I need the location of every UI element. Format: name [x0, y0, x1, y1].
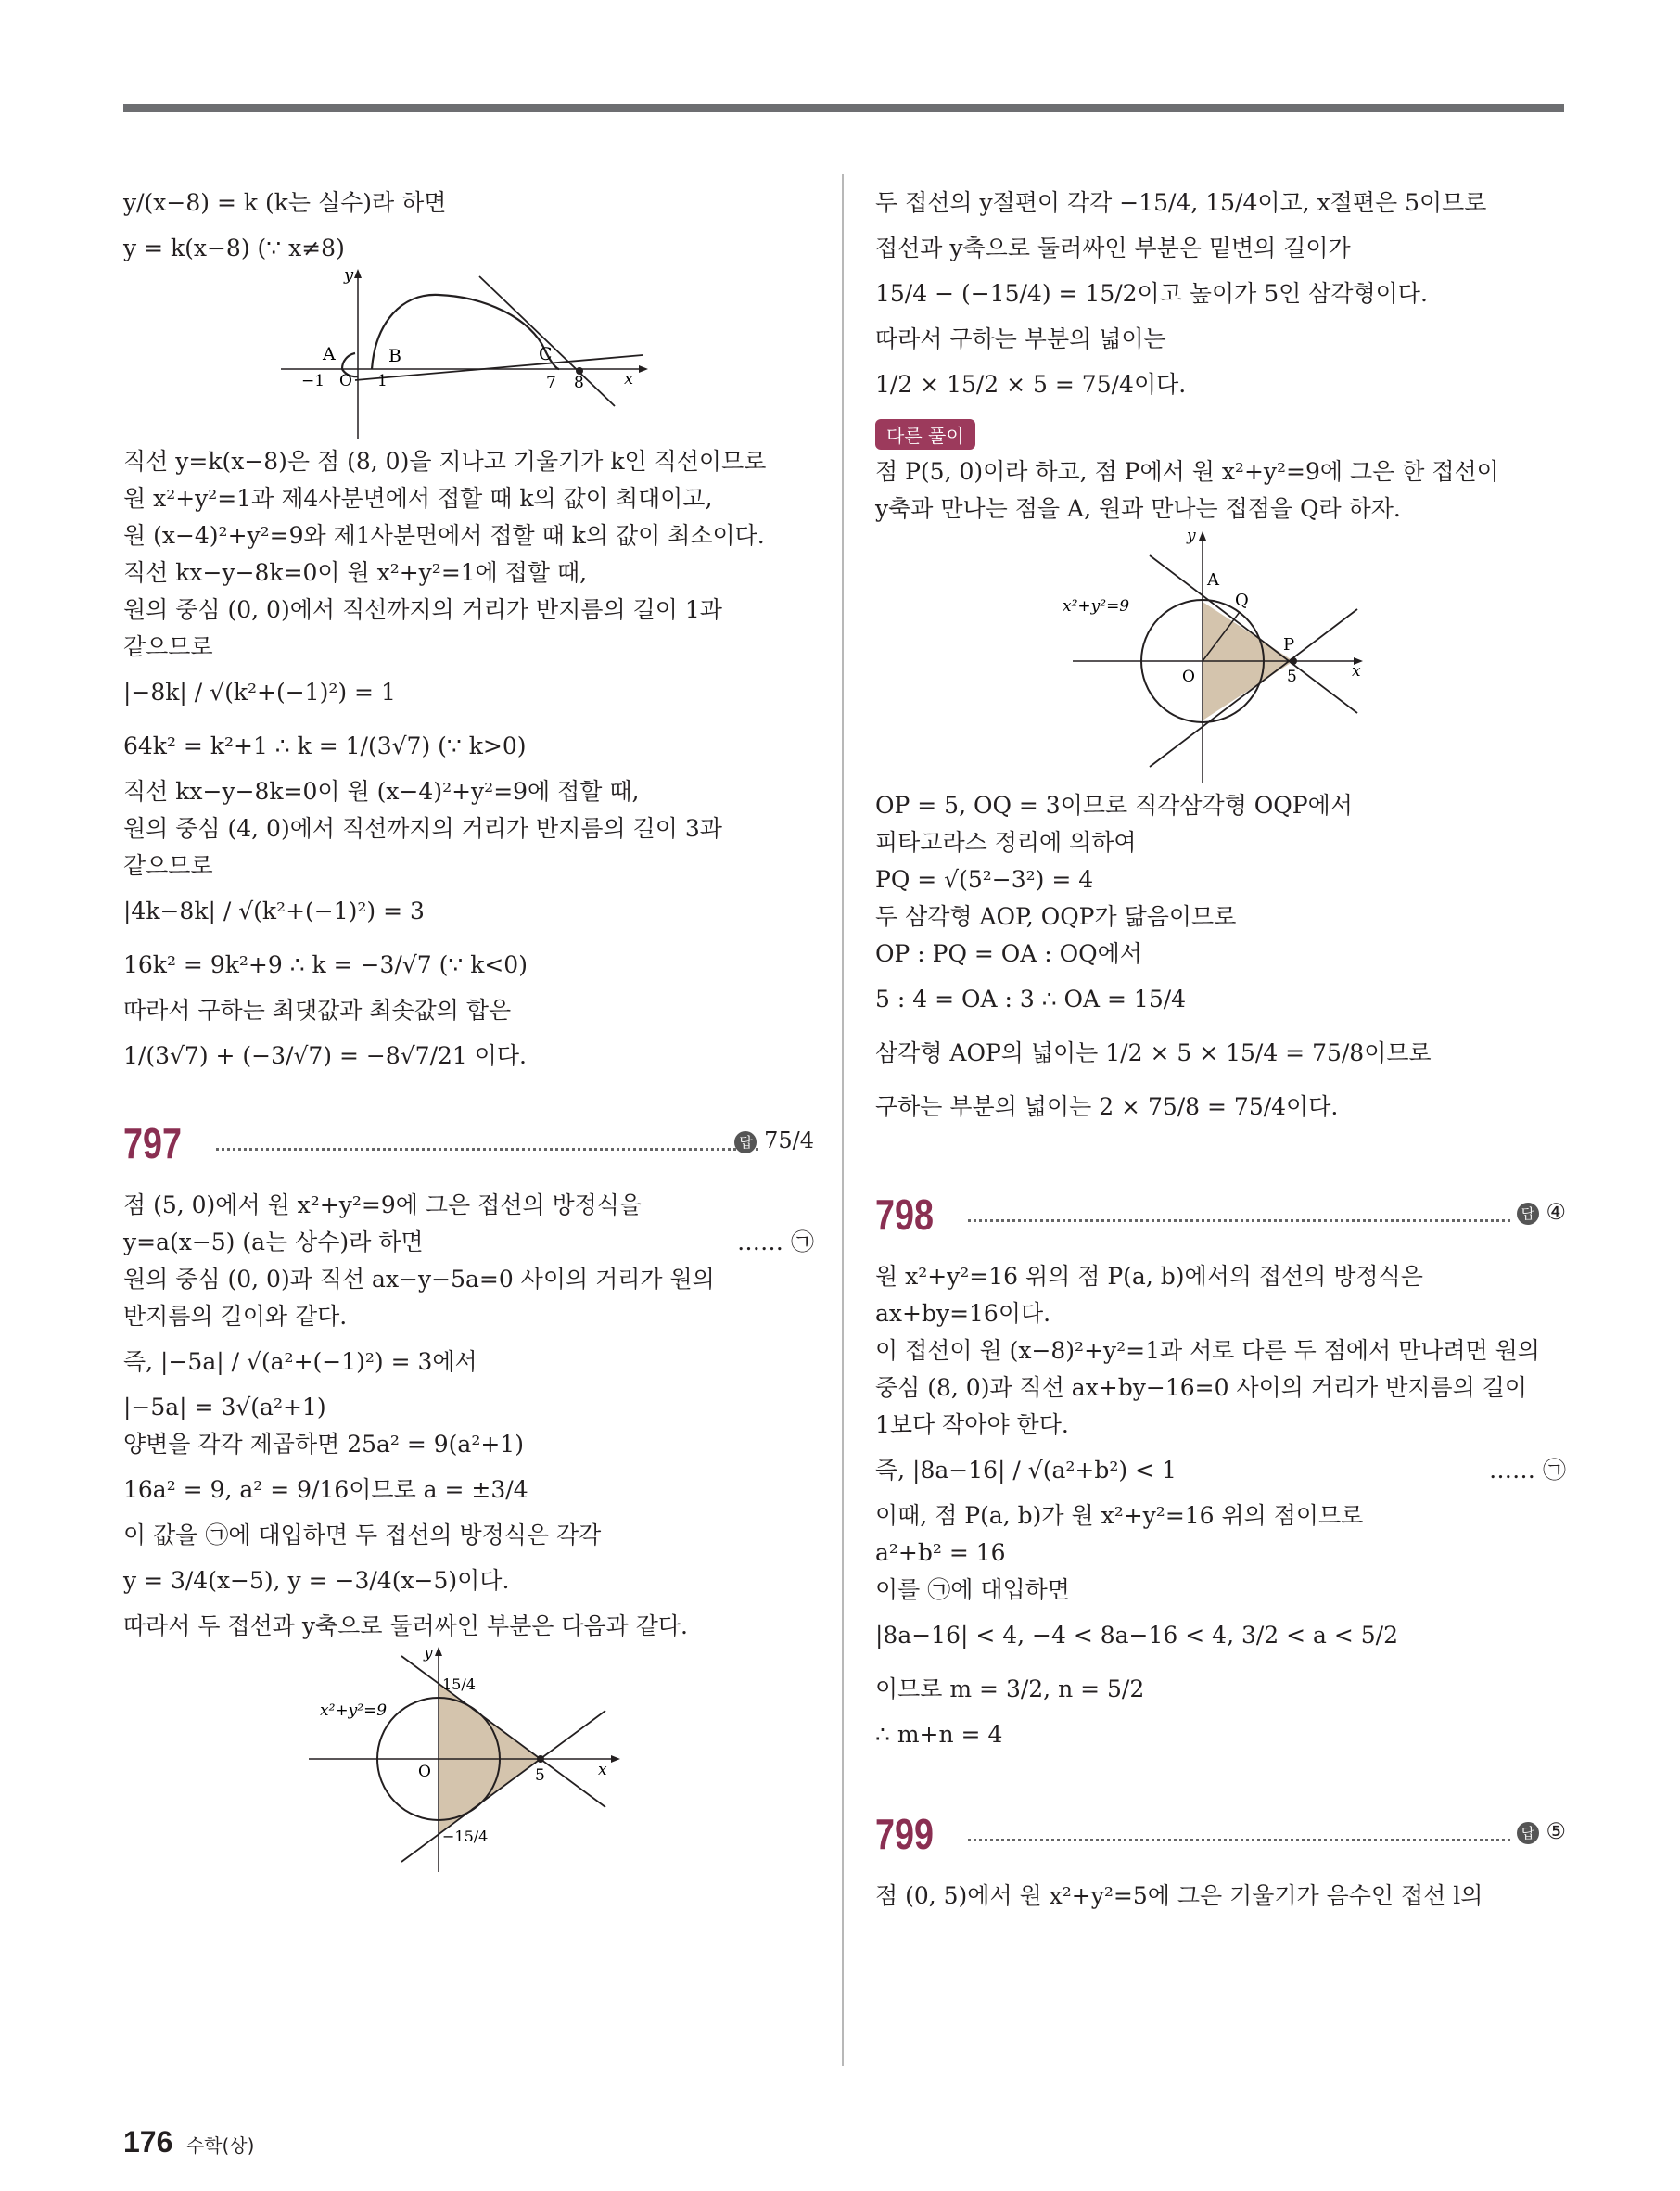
text-line: OP : PQ = OA : OQ에서: [875, 940, 1142, 967]
text-line: 점 (5, 0)에서 원 x²+y²=9에 그은 접선의 방정식을: [123, 1191, 643, 1218]
tick-label: −1: [301, 372, 325, 390]
problem-number: 797: [123, 1119, 182, 1167]
axis-label-y: y: [1187, 528, 1196, 545]
text-line: 점 (0, 5)에서 원 x²+y²=5에 그은 기울기가 음수인 접선 l의: [875, 1882, 1483, 1909]
answer-value: ④: [1546, 1199, 1566, 1225]
text-line: 피타고라스 정리에 의하여: [875, 829, 1137, 856]
text-line: a²+b² = 16: [875, 1539, 1006, 1566]
formula-line: |4k−8k| / √(k²+(−1)²) = 3: [123, 898, 425, 924]
text-line: 이 값을 ㉠에 대입하면 두 접선의 방정식은 각각: [123, 1522, 602, 1548]
point-label-a: A: [323, 344, 336, 364]
figure-graph-2: [123, 1645, 814, 1877]
answer: [1517, 1199, 1566, 1225]
text-line: ax+by=16이다.: [875, 1300, 1051, 1327]
text-line: y=a(x−5) (a는 상수)라 하면: [123, 1229, 424, 1255]
text-line: 원의 중심 (0, 0)과 직선 ax−y−5a=0 사이의 거리가 원의: [123, 1266, 715, 1293]
book-title: 수학(상): [185, 2134, 255, 2157]
text-line: 접선과 y축으로 둘러싸인 부분은 밑변의 길이가: [875, 235, 1351, 261]
equation-tag: …… ㉠: [737, 1229, 814, 1255]
answer-value: 75/4: [764, 1127, 814, 1153]
formula-text: 즉, |8a−16| / √(a²+b²) < 1: [875, 1457, 1177, 1484]
page-footer: [123, 2125, 254, 2159]
right-column: [875, 176, 1566, 1915]
top-rule: [123, 104, 1564, 112]
axis-label-y: y: [424, 1645, 433, 1662]
text-line: y = k(x−8) (∵ x≠8): [123, 235, 345, 261]
text-line: 원의 중심 (0, 0)에서 직선까지의 거리가 반지름의 길이 1과: [123, 596, 722, 623]
text-line: 점 P(5, 0)이라 하고, 점 P에서 원 x²+y²=9에 그은 한 접선이: [875, 458, 1499, 485]
axis-label-y: y: [344, 267, 354, 285]
tick-label: 5: [535, 1766, 545, 1785]
formula-line: 64k² = k²+1 ∴ k = 1/(3√7) (∵ k>0): [123, 732, 527, 759]
tick-label: 7: [546, 374, 556, 392]
axis-label-x: x: [1352, 662, 1361, 681]
text-line: 이를 ㉠에 대입하면: [875, 1576, 1070, 1603]
point-label-a: A: [1207, 570, 1219, 590]
text-line: 중심 (8, 0)과 직선 ax+by−16=0 사이의 거리가 반지름의 길이: [875, 1374, 1528, 1401]
text-line: 따라서 구하는 부분의 넓이는: [875, 325, 1166, 352]
text-line: 같으므로: [123, 633, 213, 660]
text-line: 직선 kx−y−8k=0이 원 (x−4)²+y²=9에 접할 때,: [123, 778, 640, 805]
text-line: OP = 5, OQ = 3이므로 직각삼각형 OQP에서: [875, 792, 1353, 819]
problem-number: 798: [875, 1191, 934, 1239]
formula-line: 삼각형 AOP의 넓이는 1/2 × 5 × 15/4 = 75/8이므로: [875, 1039, 1432, 1066]
answer-badge: 답: [734, 1131, 757, 1153]
problem-header-797: [123, 1115, 814, 1172]
formula-line: 1/2 × 15/2 × 5 = 75/4이다.: [875, 371, 1187, 398]
answer-badge: 답: [1517, 1822, 1539, 1844]
text-line: 같으므로: [123, 852, 213, 879]
figure-graph-3: [875, 528, 1566, 787]
formula-line: 5 : 4 = OA : 3 ∴ OA = 15/4: [875, 986, 1187, 1013]
text-line: 따라서 구하는 최댓값과 최솟값의 합은: [123, 997, 512, 1024]
point-label-c: C: [539, 344, 553, 364]
formula-line: 1/(3√7) + (−3/√7) = −8√7/21 이다.: [123, 1042, 527, 1069]
text-line: 이때, 점 P(a, b)가 원 x²+y²=16 위의 점이므로: [875, 1502, 1364, 1529]
figure-graph-1: [123, 267, 814, 443]
text-line: 원 x²+y²=1과 제4사분면에서 접할 때 k의 값이 최대이고,: [123, 485, 713, 512]
text-line: 직선 y=k(x−8)은 점 (8, 0)을 지나고 기울기가 k인 직선이므로: [123, 448, 767, 475]
dotted-leader: [968, 1839, 1510, 1841]
text-line: 두 삼각형 AOP, OQP가 닮음이므로: [875, 903, 1237, 930]
formula-line: y = 3/4(x−5), y = −3/4(x−5)이다.: [123, 1567, 510, 1594]
problem-number: 799: [875, 1810, 934, 1858]
origin-label: O: [339, 372, 352, 390]
formula-line: 즉, |−5a| / √(a²+(−1)²) = 3에서: [123, 1348, 477, 1375]
axis-label-x: x: [598, 1761, 607, 1779]
text-line: 직선 kx−y−8k=0이 원 x²+y²=1에 접할 때,: [123, 559, 588, 586]
circle-label: x²+y²=9: [320, 1701, 388, 1720]
answer: [734, 1127, 814, 1153]
text-line: [123, 1187, 814, 1224]
formula-line: |−8k| / √(k²+(−1)²) = 1: [123, 679, 396, 706]
formula-line: 15/4 − (−15/4) = 15/2이고 높이가 5인 삼각형이다.: [875, 280, 1428, 307]
axis-label-x: x: [624, 369, 634, 389]
text-line: 따라서 두 접선과 y축으로 둘러싸인 부분은 다음과 같다.: [123, 1612, 688, 1639]
dotted-leader: [968, 1219, 1510, 1222]
text-line: 양변을 각각 제곱하면 25a² = 9(a²+1): [123, 1431, 524, 1458]
tick-label: 8: [574, 374, 584, 392]
text-line: 원 x²+y²=16 위의 점 P(a, b)에서의 접선의 방정식은: [875, 1263, 1423, 1290]
answer: [1517, 1818, 1566, 1844]
equation-tag: …… ㉠: [1489, 1457, 1566, 1484]
formula-line: 두 접선의 y절편이 각각 −15/4, 15/4이고, x절편은 5이므로: [875, 189, 1487, 216]
alt-solution-label: 다른 풀이: [875, 419, 975, 450]
dotted-leader: [216, 1148, 758, 1151]
text-line: PQ = √(5²−3²) = 4: [875, 866, 1094, 893]
text-line: 이 접선이 원 (x−8)²+y²=1과 서로 다른 두 점에서 만나려면 원의: [875, 1337, 1540, 1364]
page-number: 176: [123, 2125, 173, 2159]
point-label-p: P: [1283, 635, 1295, 655]
tick-label: 1: [377, 372, 388, 390]
formula-line: 구하는 부분의 넓이는 2 × 75/8 = 75/4이다.: [875, 1093, 1339, 1120]
point-label-b: B: [388, 346, 401, 366]
formula-line: 이므로 m = 3/2, n = 5/2: [875, 1675, 1145, 1702]
formula-line: [875, 1444, 1566, 1497]
intercept-label-bottom: −15/4: [442, 1828, 489, 1845]
formula-line: |8a−16| < 4, −4 < 8a−16 < 4, 3/2 < a < 5/2: [875, 1622, 1399, 1649]
text-line: 1보다 작아야 한다.: [875, 1411, 1069, 1438]
origin-label: O: [418, 1763, 431, 1781]
formula-line: 16a² = 9, a² = 9/16이므로 a = ±3/4: [123, 1476, 528, 1503]
tick-label: 5: [1287, 668, 1297, 686]
problem-header-799: [875, 1805, 1566, 1863]
origin-label: O: [1182, 668, 1195, 686]
text-line: 원 (x−4)²+y²=9와 제1사분면에서 접할 때 k의 값이 최소이다.: [123, 522, 765, 549]
text-line: 원의 중심 (4, 0)에서 직선까지의 거리가 반지름의 길이 3과: [123, 815, 722, 842]
text-line: 반지름의 길이와 같다.: [123, 1303, 348, 1330]
text-line: y축과 만나는 점을 A, 원과 만나는 접점을 Q라 하자.: [875, 495, 1401, 522]
answer-badge: 답: [1517, 1203, 1539, 1225]
column-divider: [842, 174, 844, 2066]
answer-value: ⑤: [1546, 1818, 1566, 1844]
problem-header-798: [875, 1186, 1566, 1243]
intercept-label-top: 15/4: [442, 1675, 476, 1693]
circle-label: x²+y²=9: [1063, 597, 1130, 616]
text-line: |−5a| = 3√(a²+1): [123, 1394, 326, 1420]
text-line: ∴ m+n = 4: [875, 1721, 1003, 1748]
formula-line: 16k² = 9k²+9 ∴ k = −3/√7 (∵ k<0): [123, 951, 528, 978]
text-line: y/(x−8) = k (k는 실수)라 하면: [123, 189, 447, 216]
left-column: [123, 176, 814, 1877]
point-label-q: Q: [1235, 591, 1249, 610]
text-line: [123, 1224, 814, 1261]
